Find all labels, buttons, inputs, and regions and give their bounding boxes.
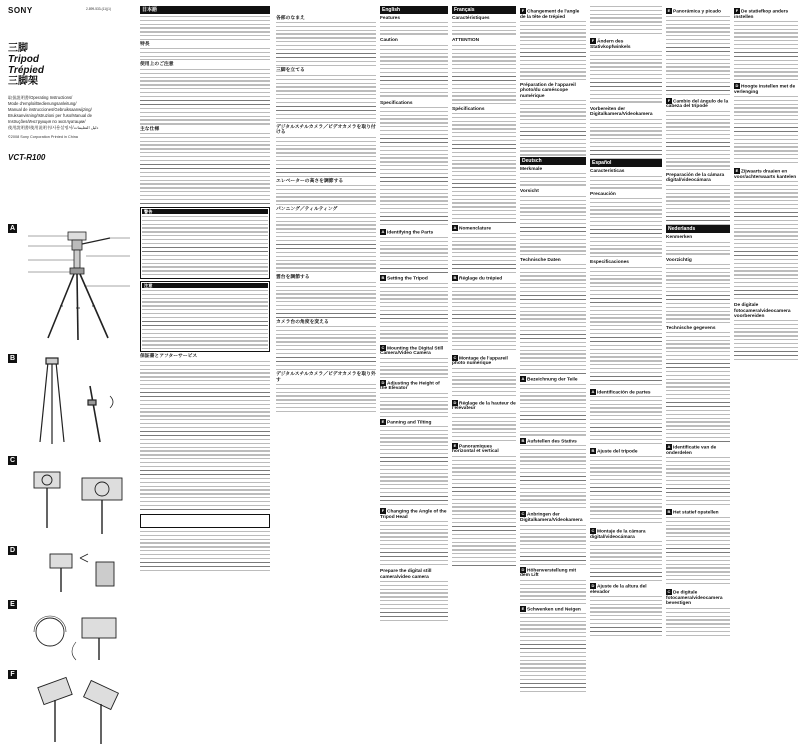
figure-label-f: F [8,670,17,679]
heading-text: Zijwaarts draaien en voor/achterwaarts kantelen [734,169,797,180]
title-chinese: 三脚架 [8,76,38,87]
section-heading: C Mounting the Digital Still Camera/Video Camera [380,344,444,357]
section-heading: パンニング／ティルティング [276,207,338,213]
heading-text: Réglage de la hauteur de l'élévateur [452,400,516,412]
text-block [590,198,662,258]
text-block [520,613,586,693]
text-block [380,22,448,36]
text-block [590,119,662,159]
text-block [520,100,586,156]
text-block [590,6,662,36]
caution-heading: 注意 [142,283,268,288]
section-heading: エレベーターの高さを調節する [276,178,344,184]
text-block [590,267,662,387]
text-block [276,22,376,66]
heading-text: Panning and Tilting [387,419,432,425]
heading-text: Montaje de la cámara digital/videocámara [590,529,646,540]
text-block [666,332,730,442]
column-header-english: English [380,6,448,14]
section-heading: ATTENTION [452,38,480,44]
heading-text: Identificatie van de onderdelen [666,445,717,457]
text-block [140,16,270,40]
heading-text: Changing the Angle of the Tripod Head [380,509,447,521]
section-heading: E Panoramiques horizontal et vertical [452,442,499,455]
section-heading: Préparation de l'appareil photo/du caméscope numérique [520,83,576,99]
text-block [140,133,270,205]
text-block [520,264,586,374]
text-block [276,213,376,273]
section-heading: 特長 [140,42,150,47]
text-block [380,237,448,273]
section-heading: Kenmerken [666,235,693,241]
section-heading: Features [380,16,400,21]
heading-text: De digitale fotocamera/videocamera bevestigen [666,590,723,607]
heading-text: Aufstellen des Stativs [527,439,577,445]
section-heading: 主な仕様 [140,126,160,132]
heading-text: Ajuste de la altura del elevador [590,584,647,595]
text-block [666,608,730,638]
section-heading: Merkmale [520,166,543,172]
section-heading: B Setting the Tripod [381,274,428,282]
text-block [734,181,798,301]
column-german-spanish [590,6,662,750]
text-block [140,69,270,125]
section-heading: 雲台を調節する [276,275,310,281]
section-heading: 使用上のご注意 [140,62,174,68]
column-english [380,6,448,750]
text-block [380,581,448,621]
section-heading: C De digitale fotocamera/videocamera bevestigen [666,589,723,607]
text-block [666,242,730,256]
text-block [590,176,662,190]
section-heading: E Zijwaarts draaien en voor/achterwaarts kantelen [734,168,797,180]
figure-label-d: D [9,547,16,554]
text-block [380,393,448,417]
section-heading: Specifications [380,100,413,106]
heading-text: Höhenverstellung mit dem Lift [520,567,577,579]
column-header-german: Deutsch [520,157,586,165]
section-heading: B Het statief opstellen [667,509,719,516]
section-heading: A Bezeichnung der Teile [521,376,578,383]
section-heading: Características [590,169,625,175]
title-japanese: 三脚 [8,43,28,54]
heading-text: Mounting the Digital Still Camera/Video Camera [380,345,444,357]
text-block [452,233,516,273]
text-block [452,368,516,398]
text-block [140,531,270,571]
section-heading: Vorsicht [520,189,539,195]
french-subcolumn-2 [520,6,586,694]
manual-line: Bruksanvisning/Istruzioni per l'uso/Manual de [8,113,92,118]
section-heading: Technische gegevens [666,325,716,331]
support-contact-box [140,514,270,528]
heading-text: De statiefkop anders instellen [734,9,789,20]
section-heading: 各部のなまえ [276,16,305,21]
column-japanese-1 [140,6,270,750]
heading-text: Het statief opstellen [673,510,719,516]
text-block [380,283,448,343]
text-block [734,96,798,166]
column-french [452,6,586,750]
figure-a-tripod-diagram [18,226,136,346]
section-heading: Caractéristiques [452,16,490,21]
section-heading: F De statiefkop anders instellen [734,8,789,20]
manual-line: Mode d'emploi/Bedienungsanleitung/ [8,101,77,106]
title-english: Tripod [8,54,39,65]
heading-text: Bezeichnung der Teile [527,377,578,383]
section-heading: A Nomenclature [453,225,491,232]
section-heading: B Aufstellen des Stativs [521,437,577,445]
column-japanese-2 [276,6,376,750]
text-block [734,320,798,360]
section-heading: D Ajuste de la altura del elevador [590,583,647,595]
section-heading: C Montage de l'appareil photo numérique [452,354,508,367]
figure-label-e: E [8,600,17,609]
text-block [520,445,586,509]
section-heading: デジタルスチルカメラ／ビデオカメラを取り付ける [276,124,376,136]
text-block [520,173,586,187]
heading-text: Identificación de partes [597,389,651,395]
text-block [666,457,730,507]
heading-text: Cambio del ángulo de la cabeza del trípode [666,98,729,110]
column-dutch-2 [734,6,798,750]
warning-heading: 警告 [142,209,268,214]
text-block [666,185,730,225]
section-heading: Precaución [590,191,616,197]
section-heading: A Identificación de partes [591,388,651,395]
text-block [276,185,376,205]
text-block [520,196,586,256]
text-block [142,290,268,350]
text-block [380,426,448,506]
text-block [590,456,662,526]
section-heading: D Adjusting the Height of the Elevator [380,379,440,392]
heading-text: Panoramiques horizontal et vertical [452,443,499,455]
section-heading: D Hoogte instellen met de verlenging [734,83,796,95]
part-number: 2-899-533-(11)(1) [86,7,111,11]
text-block [142,216,268,276]
section-heading: デジタルスチルカメラ／ビデオカメラを取り外す [276,372,376,383]
text-block [276,282,376,318]
text-block [276,75,376,123]
text-block [452,22,516,36]
figure-label-c: C [9,457,16,464]
section-heading: F Cambio del ángulo de la cabeza del trípode [666,97,729,110]
section-heading: B Réglage du trépied [453,274,503,282]
section-heading: Caution [380,38,398,44]
figure-d-elevator [20,548,136,596]
section-heading: A Identificatie van de onderdelen [666,444,717,457]
heading-text: Changement de l'angle de la tête de trépied [520,9,580,20]
text-block [140,361,270,511]
heading-text: Hoogte instellen met de verlenging [734,84,796,95]
manual-line: Instruções/Инструкция по эксплуатации/ [8,119,86,124]
section-heading: F Changement de l'angle de la tête de trépied [520,8,580,20]
heading-text: Setting the Tripod [387,276,428,282]
heading-text: Montage de l'appareil photo numérique [452,355,508,367]
text-block [380,45,448,99]
heading-text: Identifying the Parts [387,230,434,236]
section-heading: E Panorámica y picado [667,8,721,15]
title-french: Trépied [8,65,44,76]
heading-text: Schwenken und Neigen [527,606,581,612]
text-block [276,326,376,370]
figure-f-head-angle [20,672,136,750]
text-block [140,48,270,60]
figure-label-b: B [9,355,16,362]
section-heading: Voorzichtig [666,257,692,263]
column-header-dutch: Nederlands [666,225,730,233]
section-heading: E Schwenken und Neigen [521,605,581,612]
section-heading: F Ändern des Stativkopfwinkels [590,38,631,50]
section-heading: Vorbereiten der Digitalkamera/Videokamera [590,107,653,118]
warning-box [140,207,270,279]
french-subcolumn-1 [452,6,516,566]
text-block [380,107,448,227]
heading-text: Nomenclature [459,226,491,232]
column-spanish-dutch [666,6,730,750]
section-heading: カメラ台の角度を変える [276,319,329,325]
text-block [276,384,376,412]
section-heading: Technische Daten [520,257,561,263]
column-header-french: Français [452,6,516,14]
section-heading: A Identifying the Parts [381,229,434,236]
manual-line: Manual de instrucciones/Gebruiksaanwijzing/ [8,107,92,112]
text-block [380,358,448,378]
text-block [452,456,516,566]
figure-e-pan-tilt [20,602,136,664]
manual-list [8,95,134,131]
section-heading: E Panning and Tilting [381,418,432,425]
text-block [520,525,586,565]
section-heading: Preparación de la cámara digital/videocámara [666,172,725,184]
text-block [452,283,516,353]
text-block [452,45,516,105]
section-heading: B Ajuste del trípode [591,448,638,455]
section-heading: D Höhenverstellung mit dem Lift [520,566,577,579]
column-header-spanish: Español [590,159,662,167]
heading-text: Panorámica y picado [673,9,721,15]
figure-b-leg-extension [20,356,136,450]
text-block [452,113,516,223]
heading-text: Ändern des Stativkopfwinkels [590,39,631,50]
text-block [666,517,730,587]
text-block [452,413,516,441]
text-block [734,21,798,81]
text-block [666,111,730,171]
heading-text: Adjusting the Height of the Elevator [380,380,440,392]
text-block [590,396,662,446]
text-block [520,384,586,436]
heading-text: Anbringen der Digitalkamera/Videokamera [520,512,583,524]
heading-text: Ajuste del trípode [597,449,638,455]
manual-line: 使用說明書/使用说明书/사용설명서/دليل التعليمات [8,125,99,130]
column-header-japanese: 日本語 [140,6,270,14]
manual-line: 取扱説明書/Operating Instructions/ [8,95,73,100]
copyright: ©2008 Sony Corporation Printed in China [8,135,78,139]
section-heading: Prepare the digital still camera/video camera [380,569,432,580]
text-block [590,541,662,581]
section-heading: Especificaciones [590,260,629,266]
text-block [590,51,662,105]
section-heading: F Changing the Angle of the Tripod Head [380,508,447,521]
text-block [380,521,448,567]
section-heading: C Montaje de la cámara digital/videocámara [590,528,646,540]
section-heading: 保証書とアフターサービス [140,354,198,360]
section-heading: Spécifications [452,106,485,112]
heading-text: Réglage du trépied [459,276,503,282]
figure-c-camera-mount [20,458,136,540]
model-number: VCT-R100 [8,153,46,162]
caution-box [140,281,270,353]
text-block [590,596,662,636]
text-block [520,580,586,604]
text-block [666,264,730,324]
text-block [520,21,586,81]
figure-label-a: A [9,225,16,232]
section-heading: D Réglage de la hauteur de l'élévateur [452,399,516,412]
text-block [666,16,730,96]
section-heading: De digitale fotocamera/videocamera voorbereiden [734,303,791,320]
section-heading: 三脚を立てる [276,68,305,74]
sony-logo: SONY [8,6,33,15]
text-block [276,137,376,177]
section-heading: C Anbringen der Digitalkamera/Videokamera [520,511,583,524]
